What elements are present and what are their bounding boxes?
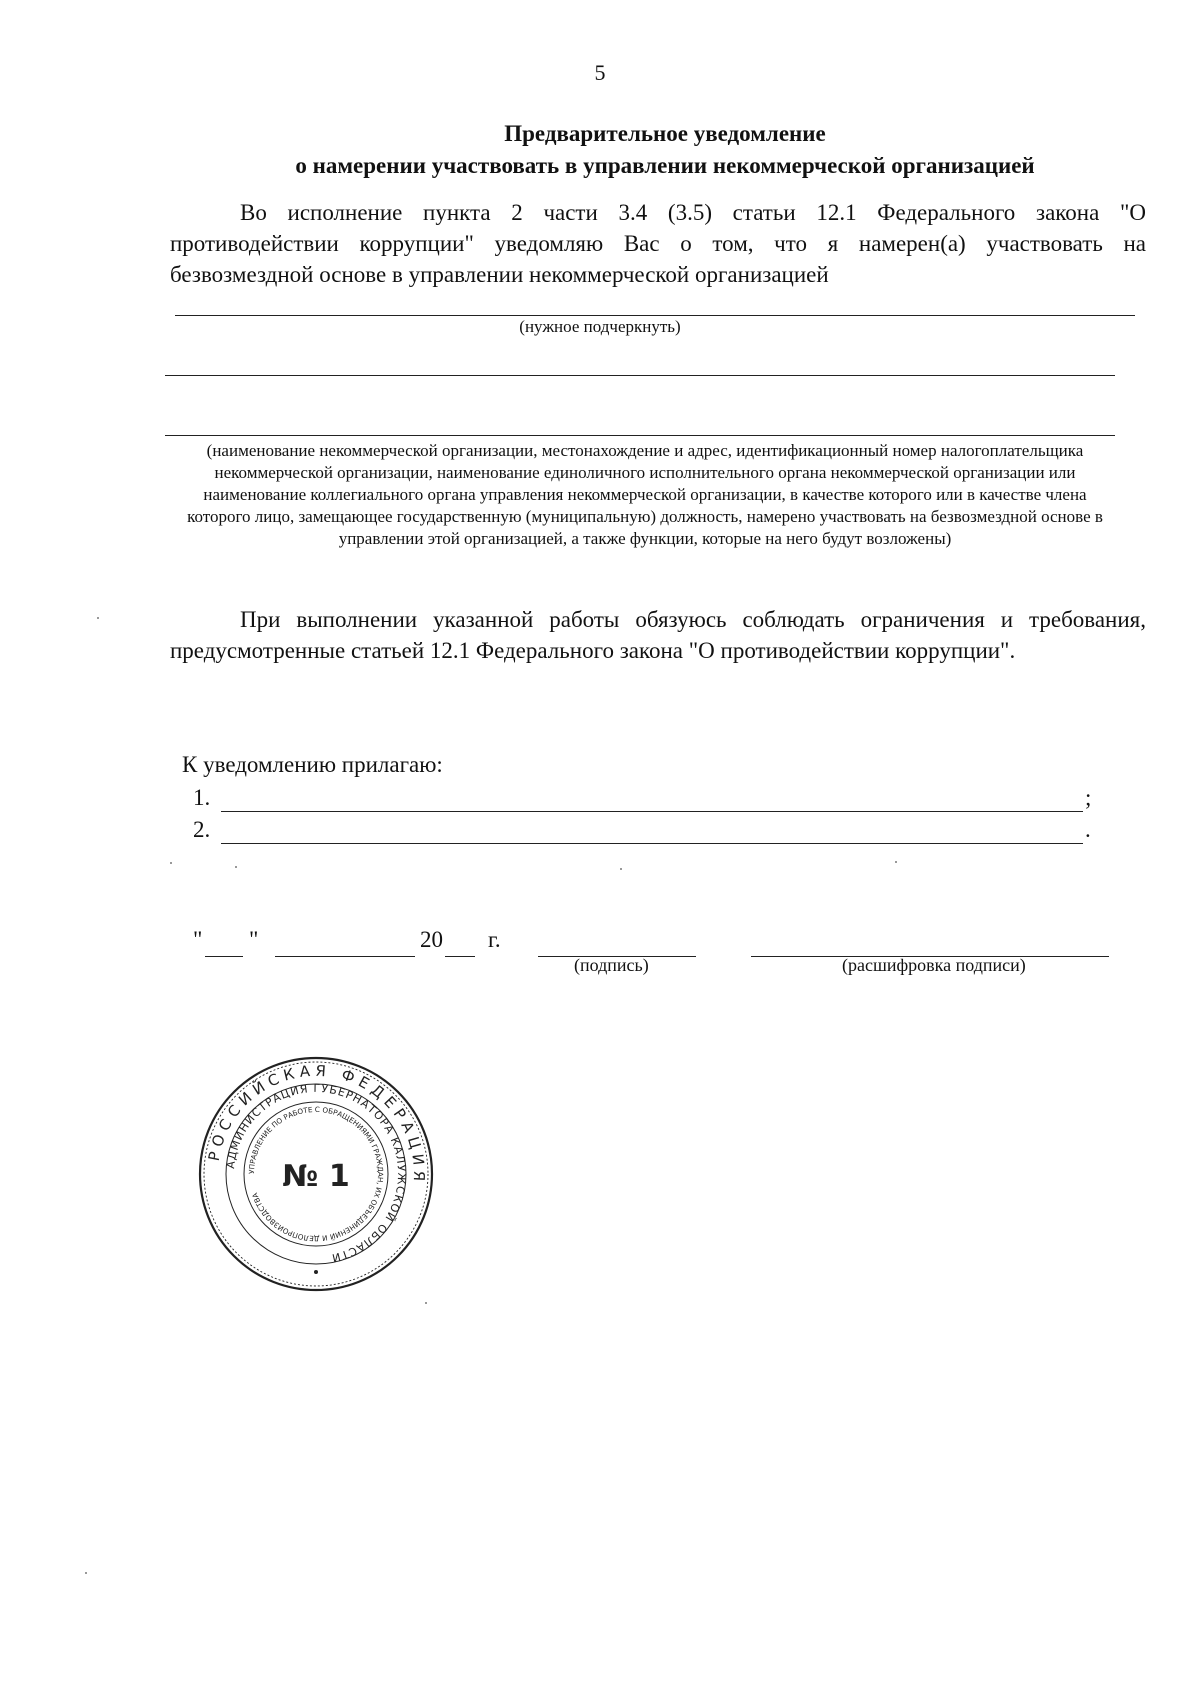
scan-speck — [170, 862, 172, 864]
date-quote-open: " — [193, 927, 203, 952]
stamp-bottom-dot — [314, 1270, 318, 1274]
attachment-fill-line — [221, 843, 1083, 844]
attachment-fill-line — [221, 811, 1083, 812]
stamp-center-number: № 1 — [282, 1159, 350, 1194]
year-suffix: г. — [488, 927, 501, 952]
scan-speck — [235, 866, 237, 868]
title-line-1: Предварительное уведомление — [504, 121, 826, 146]
attachment-item — [193, 785, 1093, 815]
scan-speck — [425, 1302, 427, 1304]
attachment-end-mark: . — [1085, 817, 1091, 842]
month-fill-line — [275, 956, 415, 957]
scan-speck — [97, 617, 99, 619]
year-prefix: 20 — [420, 927, 443, 952]
intro-paragraph: Во исполнение пункта 2 части 3.4 (3.5) статьи 12.1 Федерального закона "О противодействии коррупции" уведомляю Вас о том, что я намерен(а) участвовать на безвозмездной основе в управлении некоммерческой организацией — [170, 200, 1146, 287]
official-stamp — [196, 1054, 436, 1294]
hint-organization: (наименование некоммерческой организации, местонахождение и адрес, идентификационный номер налогоплательщика некоммерческой организации, наименование единоличного исполнительного органа некоммерческой организации или наименование коллегиального органа управления некоммерческой организации, в качестве которого или в качестве члена которого лицо, замещающее государственную (муниципальную) должность, намерено участвовать на безвозмездной основе в управлении этой организацией, а также функции, которые на него будут возложены) — [187, 441, 1103, 548]
decryption-label: (расшифровка подписи) — [842, 955, 1026, 975]
stamp-middle-text: АДМИНИСТРАЦИЯ ГУБЕРНАТОРА КАЛУЖСКОЙ ОБЛАСТИ — [224, 1081, 409, 1265]
scan-speck — [620, 868, 622, 870]
document-title — [170, 118, 1160, 182]
hint-underline: (нужное подчеркнуть) — [519, 317, 681, 336]
signature-label: (подпись) — [574, 955, 649, 975]
attachment-number: 1. — [193, 785, 211, 810]
attachment-end-mark: ; — [1085, 785, 1092, 810]
obligation-paragraph: При выполнении указанной работы обязуюсь соблюдать ограничения и требования, предусмотренные статьей 12.1 Федерального закона "О противодействии коррупции". — [170, 607, 1146, 663]
scan-speck — [85, 1572, 87, 1574]
stamp-outer-text: РОССИЙСКАЯ ФЕДЕРАЦИЯ — [204, 1061, 429, 1187]
day-fill-line — [205, 956, 243, 957]
stamp-inner-text: УПРАВЛЕНИЕ ПО РАБОТЕ С ОБРАЩЕНИЯМИ ГРАЖДАН, ИХ ОБЪЕДИНЕНИЙ И ДЕЛОПРОИЗВОДСТВА — [246, 1104, 386, 1244]
fill-line-organization-1 — [165, 375, 1115, 376]
page-number: 5 — [594, 60, 606, 85]
attachment-number: 2. — [193, 817, 211, 842]
year-fill-line — [445, 956, 475, 957]
date-quote-close: " — [249, 927, 259, 952]
attachment-item — [193, 817, 1093, 847]
title-line-2: о намерении участвовать в управлении некоммерческой организацией — [295, 153, 1035, 178]
fill-line-organization-2 — [165, 435, 1115, 436]
scan-speck — [895, 861, 897, 863]
attachments-title: К уведомлению прилагаю: — [182, 752, 443, 777]
